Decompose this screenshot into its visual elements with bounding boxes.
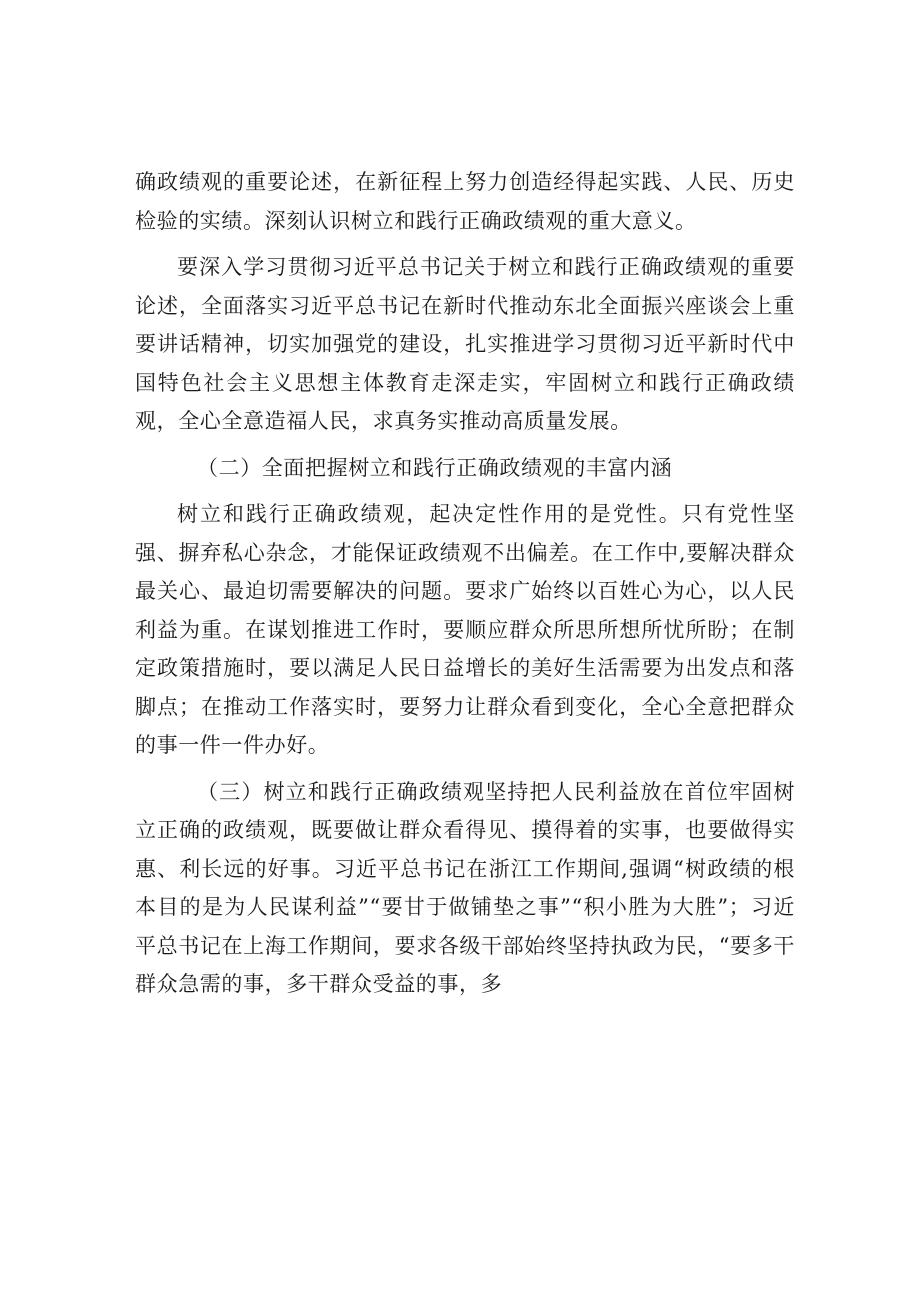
paragraph-section-three: （三）树立和践行正确政绩观坚持把人民利益放在首位牢固树立正确的政绩观，既要做让群众看得见、摸得着的实事，也要做得实惠、利长远的好事。习近平总书记在浙江工作期间,强调“树政绩的根本目的是为人民谋利益”“要甘于做铺垫之事”“积小胜为大胜”；习近平总书记在上海工作期间，要求各级干部始终坚持执政为民，“要多干群众急需的事，多干群众受益的事，多 — [135, 779, 795, 996]
section-heading-two: （二）全面把握树立和践行正确政绩观的丰富内涵 — [197, 455, 673, 480]
paragraph-continuation: 确政绩观的重要论述，在新征程上努力创造经得起实践、人民、历史检验的实绩。深刻认识树立和践行正确政绩观的重大意义。 — [135, 170, 795, 233]
paragraph-party-spirit: 树立和践行正确政绩观，起决定性作用的是党性。只有党性坚强、摒弃私心杂念，才能保证政绩观不出偏差。在工作中,要解决群众最关心、最迫切需要解决的问题。要求广始终以百姓心为心，以人民利益为重。在谋划推进工作时，要顺应群众所思所想所忧所盼；在制定政策措施时，要以满足人民日益增长的美好生活需要为出发点和落脚点；在推动工作落实时，要努力让群众看到变化，全心全意把群众的事一件一件办好。 — [135, 502, 795, 757]
paragraph-study-requirement: 要深入学习贯彻习近平总书记关于树立和践行正确政绩观的重要论述，全面落实习近平总书记在新时代推动东北全面振兴座谈会上重要讲话精神，切实加强党的建设，扎实推进学习贯彻习近平新时代中国特色社会主义思想主体教育走深走实，牢固树立和践行正确政绩观，全心全意造福人民，求真务实推动高质量发展。 — [135, 255, 795, 433]
document-body — [135, 163, 795, 1012]
